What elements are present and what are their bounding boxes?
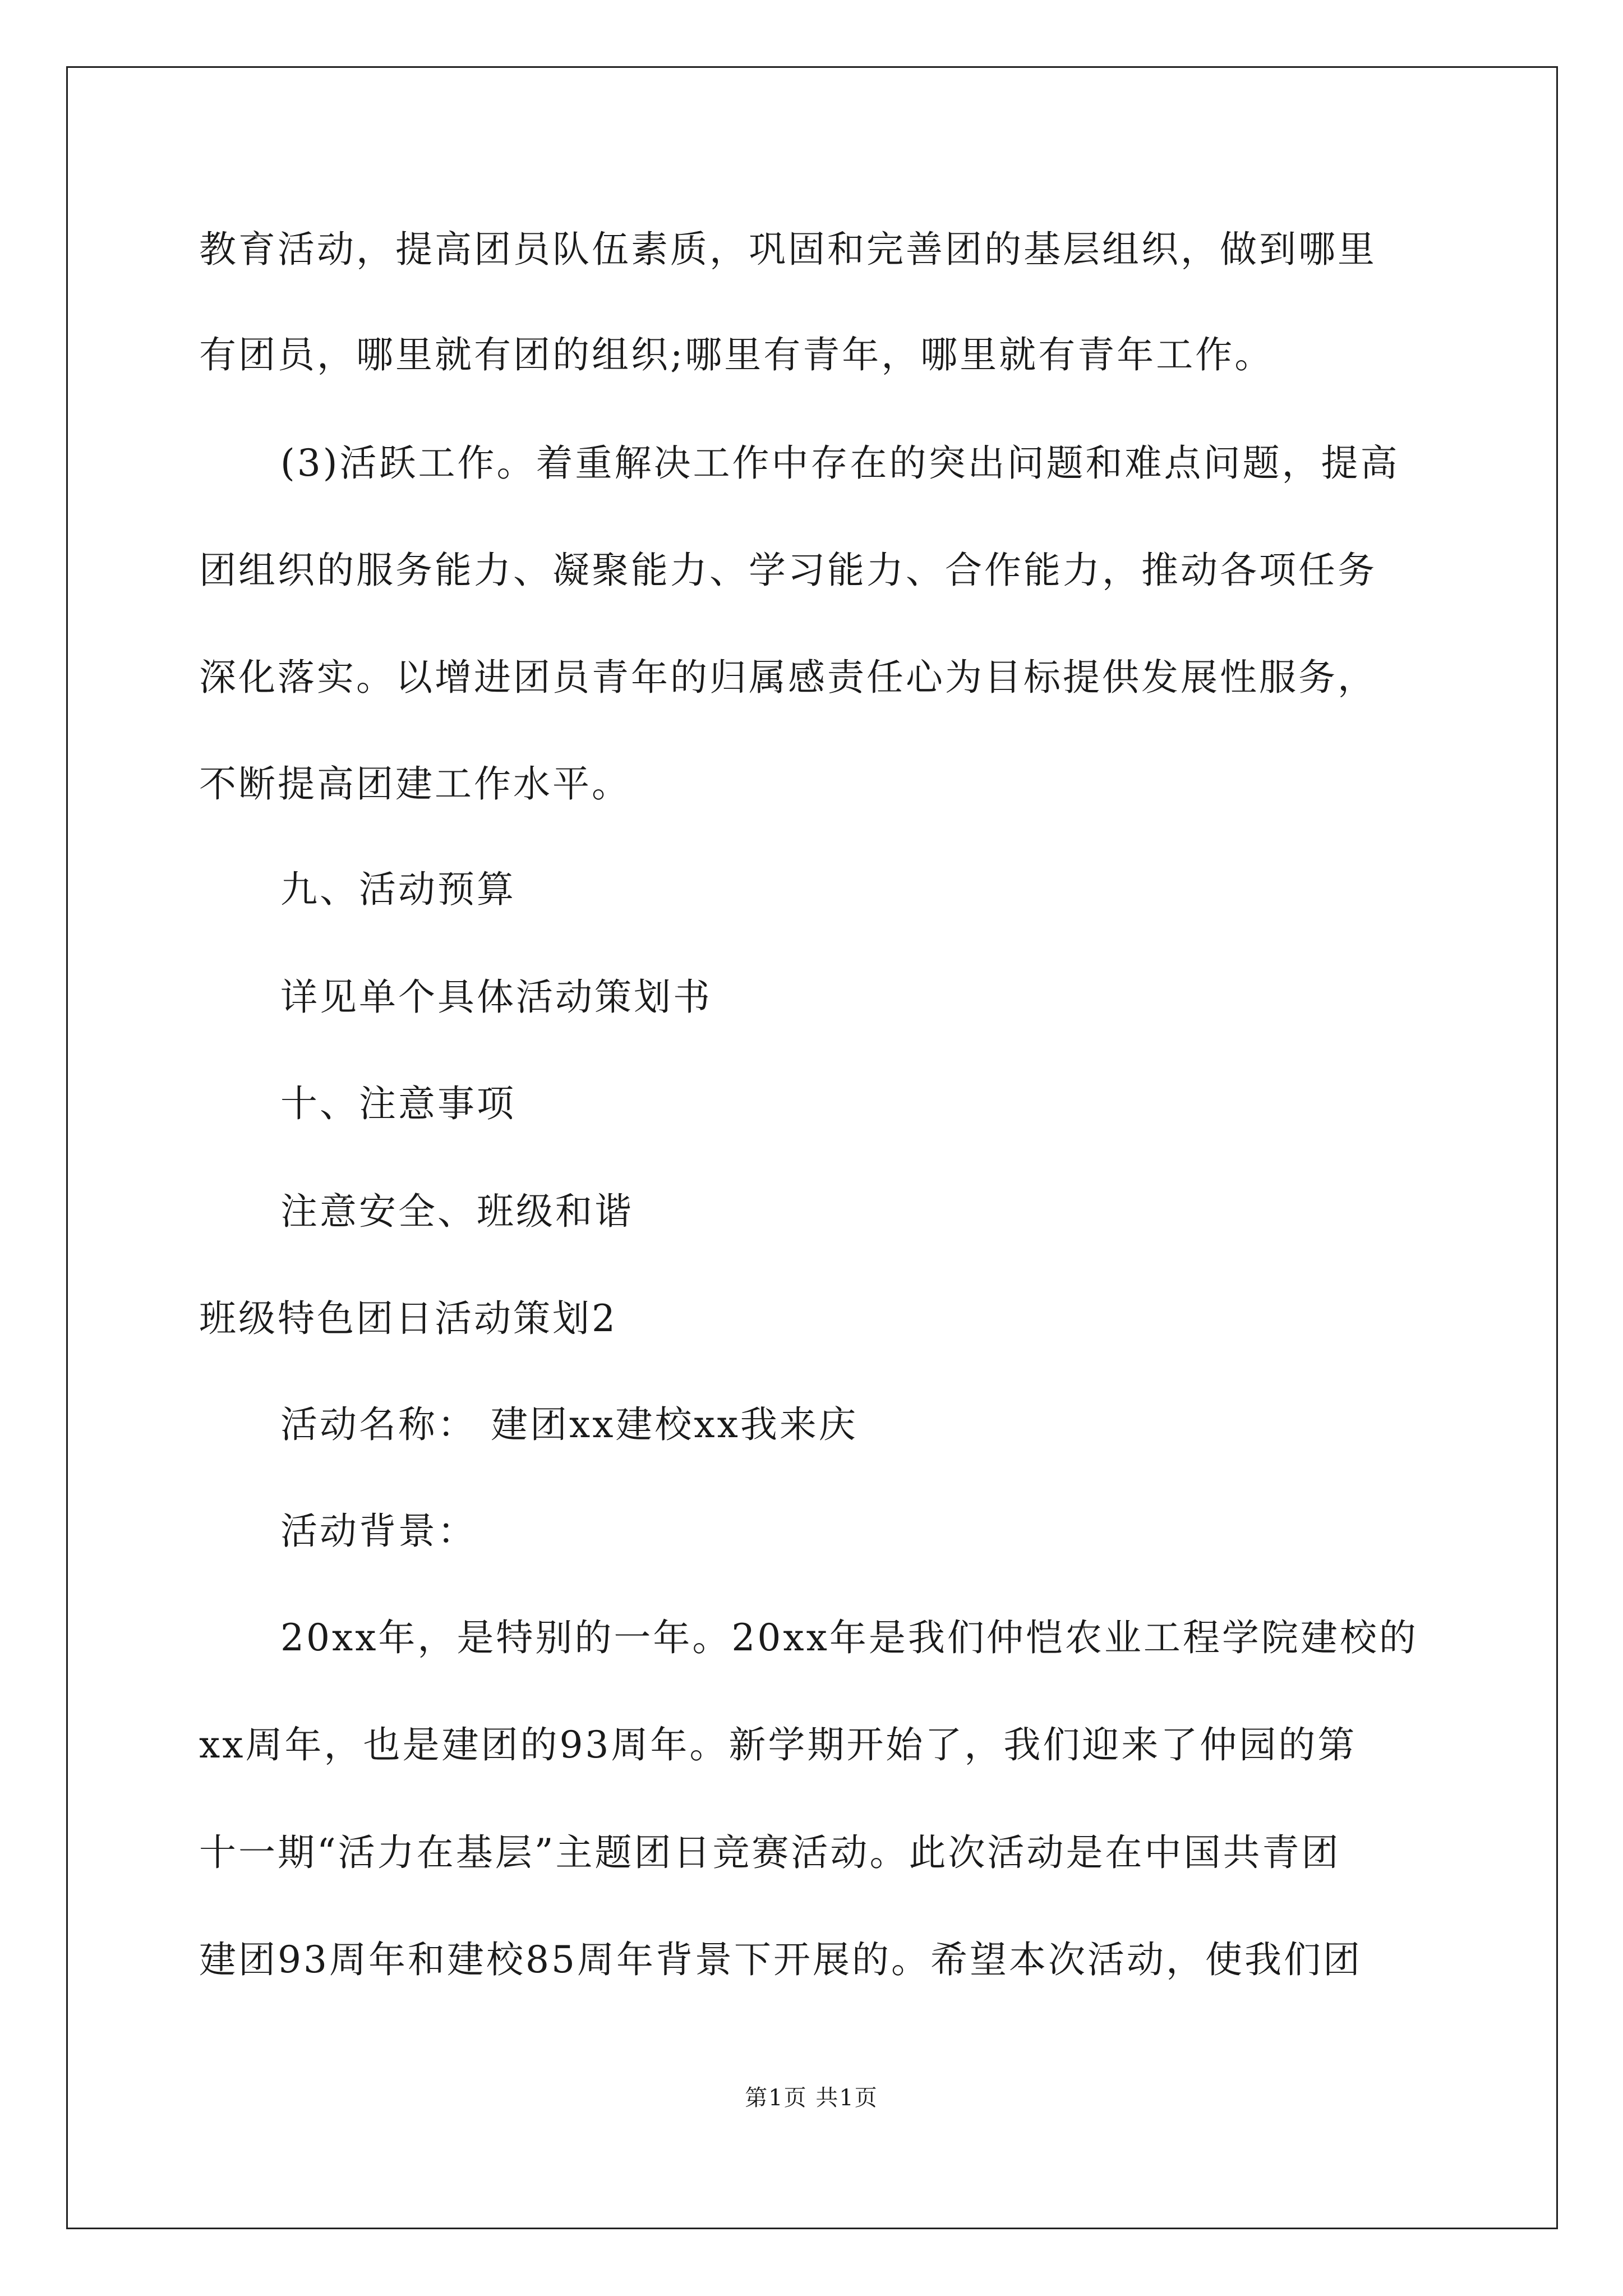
paragraph-line: 详见单个具体活动策划书	[280, 976, 712, 1019]
page-border	[66, 66, 1558, 2229]
section-heading: 十、注意事项	[280, 1082, 516, 1125]
paragraph-line: 不断提高团建工作水平。	[199, 762, 631, 806]
page-number-footer: 第1页 共1页	[745, 2085, 878, 2111]
paragraph-line: 建团93周年和建校85周年背景下开展的。希望本次活动，使我们团	[199, 1938, 1362, 1981]
paragraph-line: 教育活动，提高团员队伍素质，巩固和完善团的基层组织，做到哪里	[199, 228, 1377, 271]
paragraph-line: 注意安全、班级和谐	[280, 1190, 634, 1233]
paragraph-line: 有团员，哪里就有团的组织;哪里有青年，哪里就有青年工作。	[199, 333, 1274, 376]
paragraph-line: 团组织的服务能力、凝聚能力、学习能力、合作能力，推动各项任务	[199, 549, 1377, 592]
paragraph-line: 活动名称： 建团xx建校xx我来庆	[280, 1403, 858, 1446]
paragraph-line: xx周年，也是建团的93周年。新学期开始了，我们迎来了仲园的第	[199, 1723, 1357, 1766]
paragraph-line: 20xx年，是特别的一年。20xx年是我们仲恺农业工程学院建校的	[280, 1616, 1418, 1659]
document-title: 班级特色团日活动策划2	[199, 1297, 617, 1340]
paragraph-line: 十一期“活力在基层”主题团日竞赛活动。此次活动是在中国共青团	[199, 1831, 1341, 1874]
paragraph-line: (3)活跃工作。着重解决工作中存在的突出问题和难点问题，提高	[280, 441, 1400, 485]
section-heading: 活动背景：	[280, 1510, 477, 1553]
paragraph-line: 深化落实。以增进团员青年的归属感责任心为目标提供发展性服务，	[199, 656, 1377, 699]
section-heading: 九、活动预算	[280, 868, 516, 911]
